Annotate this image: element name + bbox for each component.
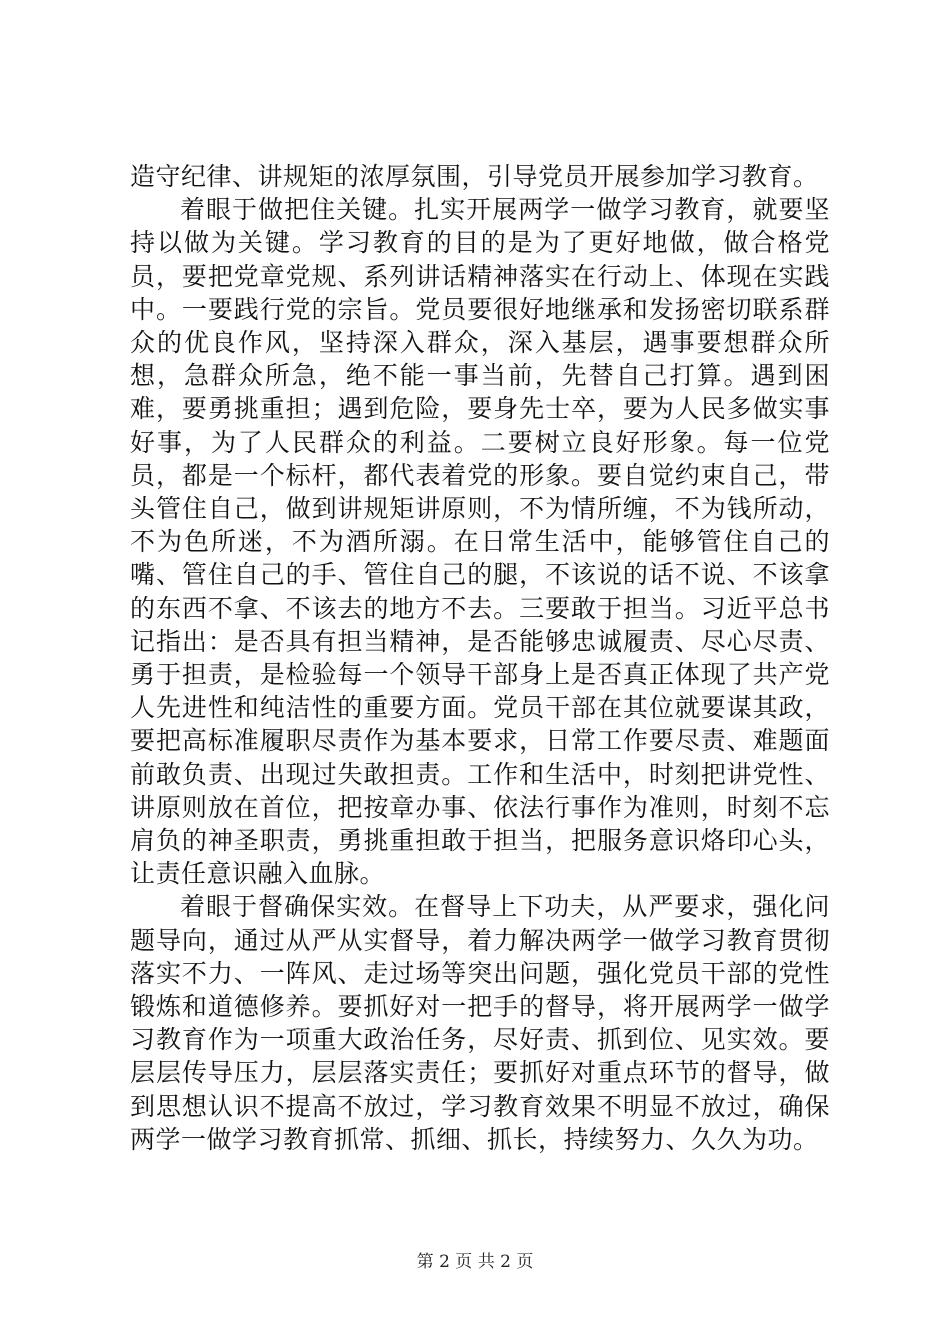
paragraph-supervision: 着眼于督确保实效。在督导上下功夫，从严要求，强化问题导向，通过从严从实督导，着力解决两学一做学习教育贯彻落实不力、一阵风、走过场等突出问题，强化党员干部的党性锻炼和道德修养。要抓好对一把手的督导，将开展两学一做学习教育作为一项重大政治任务，尽好责、抓到位、见实效。要层层传导压力，层层落实责任；要抓好对重点环节的督导，做到思想认识不提高不放过，学习教育效果不明显不放过，确保两学一做学习教育抓常、抓细、抓长，持续努力、久久为功。 xyxy=(130,892,830,1154)
paragraph-key-action: 着眼于做把住关键。扎实开展两学一做学习教育，就要坚持以做为关键。学习教育的目的是为了更好地做，做合格党员，要把党章党规、系列讲话精神落实在行动上、体现在实践中。一要践行党的宗旨。党员要很好地继承和发扬密切联系群众的优良作风，坚持深入群众，深入基层，遇事要想群众所想，急群众所急，绝不能一事当前，先替自己打算。遇到困难，要勇挑重担；遇到危险，要身先士卒，要为人民多做实事好事，为了人民群众的利益。二要树立良好形象。每一位党员，都是一个标杆，都代表着党的形象。要自觉约束自己，带头管住自己，做到讲规矩讲原则，不为情所缠，不为钱所动，不为色所迷，不为酒所溺。在日常生活中，能够管住自己的嘴、管住自己的手、管住自己的腿，不该说的话不说、不该拿的东西不拿、不该去的地方不去。三要敢于担当。习近平总书记指出：是否具有担当精神，是否能够忠诚履责、尽心尽责、勇于担责，是检验每一个领导干部身上是否真正体现了共产党人先进性和纯洁性的重要方面。党员干部在其位就要谋其政，要把高标准履职尽责作为基本要求，日常工作要尽责、难题面前敢负责、出现过失敢担责。工作和生活中，时刻把讲党性、讲原则放在首位，把按章办事、依法行事作为准则，时刻不忘肩负的神圣职责，勇挑重担敢于担当，把服务意识烙印心头，让责任意识融入血脉。 xyxy=(130,195,830,889)
document-body xyxy=(130,160,830,1156)
paragraph-continuation: 造守纪律、讲规矩的浓厚氛围，引导党员开展参加学习教育。 xyxy=(130,162,819,191)
page-footer: 第 2 页 共 2 页 xyxy=(416,1252,534,1272)
